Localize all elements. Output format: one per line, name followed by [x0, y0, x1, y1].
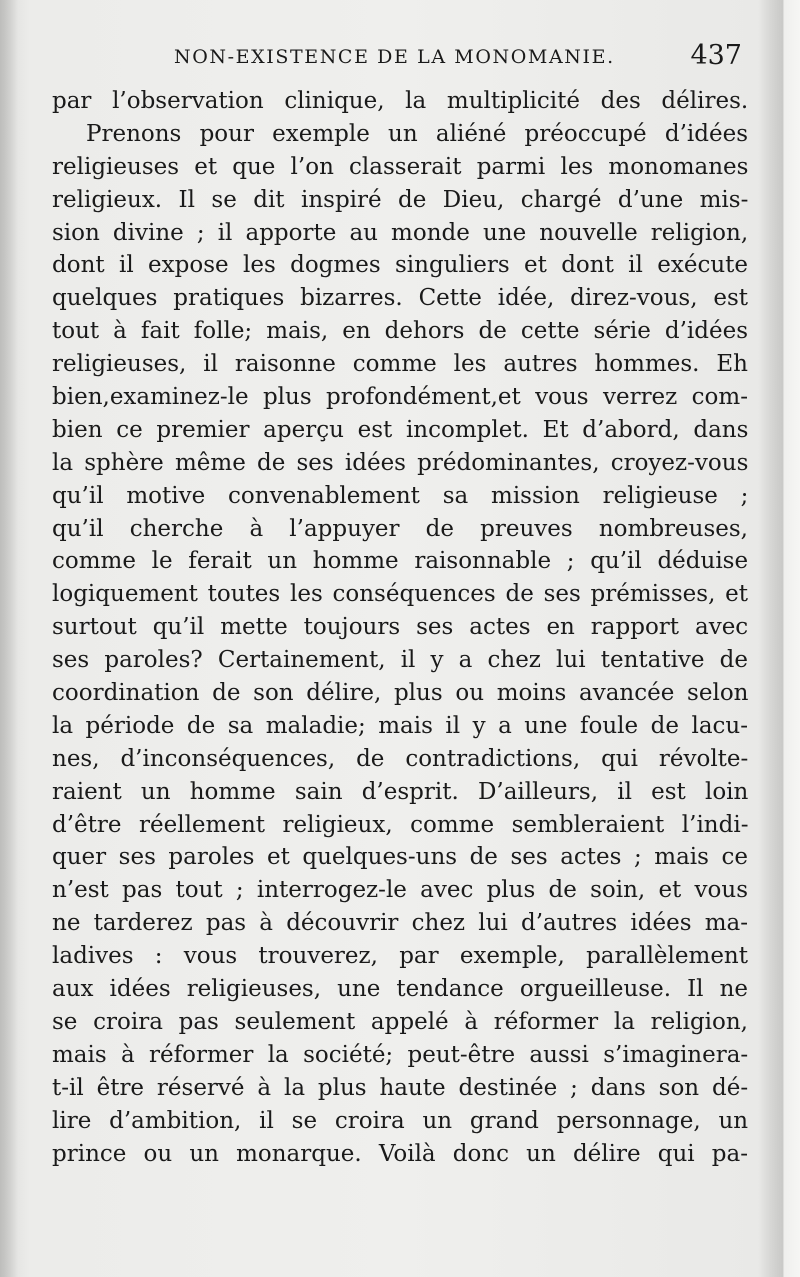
text-line: religieuses et que l’on classerait parmi les monomanes — [52, 153, 749, 180]
text-line: dont il expose les dogmes singuliers et dont il exécute — [52, 252, 748, 279]
text-line: d’être réellement religieux, comme sembleraient l’indi- — [52, 811, 749, 838]
text-line: t-il être réservé à la plus haute destinée ; dans son dé- — [52, 1074, 749, 1101]
text-line: ses paroles? Certainement, il y a chez lui tentative de — [52, 647, 748, 674]
running-head: NON-EXISTENCE DE LA MONOMANIE. — [174, 46, 615, 68]
text-line: qu’il motive convenablement sa mission religieuse ; — [52, 482, 749, 509]
text-line: raient un homme sain d’esprit. D’ailleurs, il est loin — [52, 778, 749, 805]
text-line: quer ses paroles et quelques-uns de ses actes ; mais ce — [52, 844, 748, 871]
text-line: prince ou un monarque. Voilà donc un délire qui pa- — [52, 1140, 748, 1167]
text-line: logiquement toutes les conséquences de ses prémisses, et — [52, 581, 748, 608]
text-line: coordination de son délire, plus ou moins avancée selon — [52, 680, 749, 707]
text-line: Prenons pour exemple un aliéné préoccupé d’idées — [86, 120, 748, 147]
text-line: qu’il cherche à l’appuyer de preuves nombreuses, — [52, 515, 748, 542]
text-line: ne tarderez pas à découvrir chez lui d’autres idées ma- — [52, 910, 748, 937]
page-number: 437 — [690, 40, 742, 71]
text-line: la période de sa maladie; mais il y a une foule de lacu- — [52, 712, 748, 739]
text-line: bien,examinez-le plus profondément,et vous verrez com- — [52, 384, 748, 411]
text-line: ladives : vous trouverez, par exemple, parallèlement — [52, 943, 748, 970]
body-text — [52, 85, 748, 1170]
text-line: tout à fait folle; mais, en dehors de cette série d’idées — [52, 318, 748, 345]
text-line: quelques pratiques bizarres. Cette idée, direz-vous, est — [52, 285, 748, 312]
text-line: se croira pas seulement appelé à réformer la religion, — [52, 1008, 748, 1035]
text-line: par l’observation clinique, la multiplicité des délires. — [52, 88, 749, 114]
text-line: lire d’ambition, il se croira un grand personnage, un — [52, 1107, 749, 1134]
text-line: sion divine ; il apporte au monde une nouvelle religion, — [52, 219, 749, 246]
text-line: n’est pas tout ; interrogez-le avec plus de soin, et vous — [52, 877, 748, 904]
page-gutter-shadow — [0, 0, 18, 1277]
text-line: religieux. Il se dit inspiré de Dieu, chargé d’une mis- — [52, 186, 749, 213]
text-line: religieuses, il raisonne comme les autres hommes. Eh — [52, 351, 748, 378]
text-line: mais à réformer la société; peut-être aussi s’imaginera- — [52, 1041, 749, 1068]
text-line: bien ce premier aperçu est incomplet. Et d’abord, dans — [52, 416, 749, 443]
text-line: nes, d’inconséquences, de contradictions, qui révolte- — [52, 745, 749, 772]
page-header — [52, 40, 748, 80]
text-line: aux idées religieuses, une tendance orgueilleuse. Il ne — [52, 976, 748, 1003]
text-line: surtout qu’il mette toujours ses actes en rapport avec — [52, 614, 749, 641]
text-line: comme le ferait un homme raisonnable ; qu’il déduise — [52, 548, 749, 575]
text-line: la sphère même de ses idées prédominantes, croyez-vous — [52, 449, 749, 476]
page-edge — [758, 0, 800, 1277]
